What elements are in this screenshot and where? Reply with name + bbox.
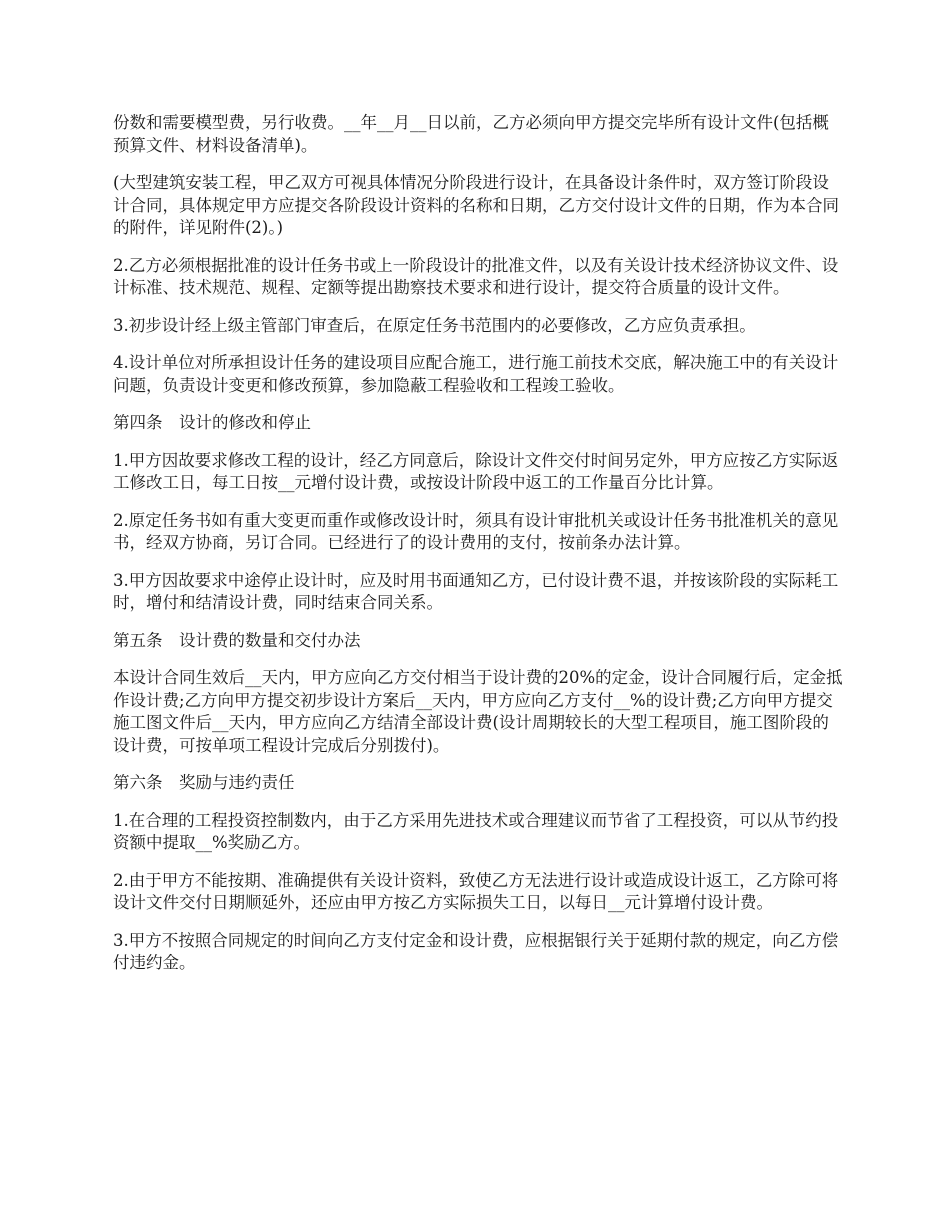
paragraph-article-4-item-3: 3.甲方因故要求中途停止设计时，应及时用书面通知乙方，已付设计费不退，并按该阶段的实际耗工时，增付和结清设计费，同时结束合同关系。 <box>113 570 839 612</box>
paragraph-article-6-item-3: 3.甲方不按照合同规定的时间向乙方支付定金和设计费，应根据银行关于延期付款的规定，向乙方偿付违约金。 <box>113 930 839 972</box>
paragraph-article-6-item-1: 1.在合理的工程投资控制数内，由于乙方采用先进技术或合理建议而节省了工程投资，可以从节约投资额中提取__%奖励乙方。 <box>113 810 839 852</box>
paragraph-clause-2: 2.乙方必须根据批准的设计任务书或上一阶段设计的批准文件，以及有关设计技术经济协议文件、设计标准、技术规范、规程、定额等提出勘察技术要求和进行设计，提交符合质量的设计文件。 <box>113 255 839 297</box>
document-body <box>113 112 843 990</box>
section-heading-article-6: 第六条 奖励与违约责任 <box>113 773 295 792</box>
paragraph-article-4-item-2: 2.原定任务书如有重大变更而重作或修改设计时，须具有设计审批机关或设计任务书批准机关的意见书，经双方协商，另订合同。已经进行了的设计费用的支付，按前条办法计算。 <box>113 510 839 552</box>
paragraph-article-5-payment: 本设计合同生效后__天内，甲方应向乙方交付相当于设计费的20%的定金，设计合同履行后，定金抵作设计费;乙方向甲方提交初步设计方案后__天内，甲方应向乙方支付__%的设计费;乙方向甲方提交施工图文件后__天内，甲方应向乙方结清全部设计费(设计周期较长的大型工程项目，施工图阶段的设计费，可按单项工程设计完成后分别拨付)。 <box>113 668 843 755</box>
section-heading-article-5: 第五条 设计费的数量和交付办法 <box>113 630 361 650</box>
section-heading-article-4: 第四条 设计的修改和停止 <box>113 413 311 432</box>
paragraph-article-4-item-1: 1.甲方因故要求修改工程的设计，经乙方同意后，除设计文件交付时间另定外，甲方应按乙方实际返工修改工日，每工日按__元增付设计费，或按设计阶段中返工的工作量百分比计算。 <box>113 450 839 492</box>
paragraph-submission-deadline: 份数和需要模型费，另行收费。__年__月__日以前，乙方必须向甲方提交完毕所有设计文件(包括概预算文件、材料设备清单)。 <box>113 113 829 155</box>
paragraph-article-6-item-2: 2.由于甲方不能按期、准确提供有关设计资料，致使乙方无法进行设计或造成设计返工，乙方除可将设计文件交付日期顺延外，还应由甲方按乙方实际损失工日，以每日__元计算增付设计费。 <box>113 870 839 912</box>
paragraph-clause-3: 3.初步设计经上级主管部门审查后，在原定任务书范围内的必要修改，乙方应负责承担。 <box>113 315 756 335</box>
paragraph-phased-design-note: (大型建筑安装工程，甲乙双方可视具体情况分阶段进行设计，在具备设计条件时，双方签订阶段设计合同，具体规定甲方应提交各阶段设计资料的名称和日期，乙方交付设计文件的日期，作为本合同的附件，详见附件(2)。) <box>113 173 839 237</box>
paragraph-clause-4: 4.设计单位对所承担设计任务的建设项目应配合施工，进行施工前技术交底，解决施工中的有关设计问题，负责设计变更和修改预算，参加隐蔽工程验收和工程竣工验收。 <box>113 353 839 395</box>
